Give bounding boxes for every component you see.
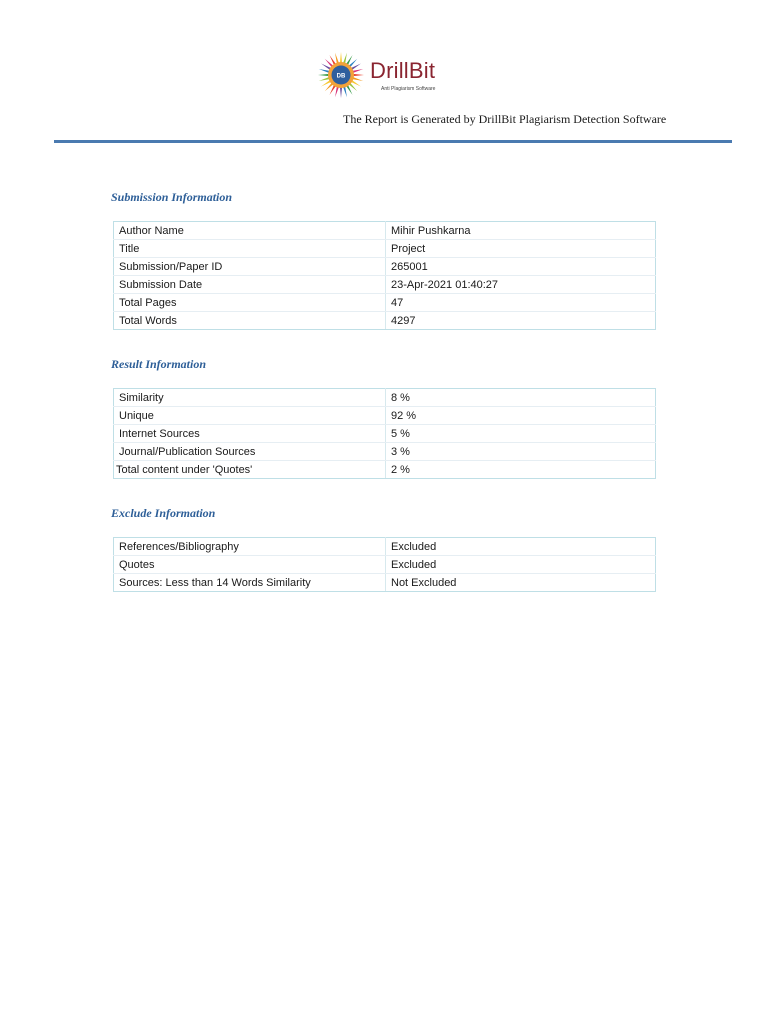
row-value: 92 %	[386, 407, 656, 425]
logo-ray	[340, 52, 342, 63]
drillbit-logo	[317, 46, 457, 106]
row-value: Excluded	[386, 538, 656, 556]
logo-ray	[335, 86, 339, 97]
result-info-title: Result Information	[111, 357, 207, 371]
row-value: 5 %	[386, 425, 656, 443]
report-generated-note: The Report is Generated by DrillBit Plagiarism Detection Software	[343, 112, 667, 126]
table-row	[114, 294, 656, 312]
row-label: Similarity	[114, 389, 386, 407]
row-value: 4297	[386, 312, 656, 330]
table-row	[114, 538, 656, 556]
logo-ray	[343, 86, 347, 97]
submission-info-table	[113, 221, 656, 330]
row-label: Total Pages	[114, 294, 386, 312]
logo-ray	[343, 53, 347, 64]
row-label: Submission/Paper ID	[114, 258, 386, 276]
row-label: Internet Sources	[114, 425, 386, 443]
row-label: Journal/Publication Sources	[114, 443, 386, 461]
row-label: References/Bibliography	[114, 538, 386, 556]
table-row	[114, 556, 656, 574]
row-label: Total Words	[114, 312, 386, 330]
brand-tagline: Anti Plagiarism Software	[381, 86, 436, 92]
table-row	[114, 443, 656, 461]
row-label: Total content under 'Quotes'	[114, 461, 386, 479]
brand-name: DrillBit	[370, 58, 436, 83]
exclude-info-title: Exclude Information	[111, 506, 216, 520]
logo-ray	[340, 87, 342, 98]
row-label: Title	[114, 240, 386, 258]
row-label: Quotes	[114, 556, 386, 574]
table-row	[114, 222, 656, 240]
logo-ray	[318, 74, 329, 76]
row-value: Excluded	[386, 556, 656, 574]
submission-info-title: Submission Information	[111, 190, 233, 204]
row-value: 2 %	[386, 461, 656, 479]
row-label: Unique	[114, 407, 386, 425]
table-row	[114, 240, 656, 258]
row-label: Sources: Less than 14 Words Similarity	[114, 574, 386, 592]
logo-ray	[352, 77, 363, 81]
header-divider	[54, 140, 732, 143]
result-info-table	[113, 388, 656, 479]
row-value: 47	[386, 294, 656, 312]
logo-ray	[353, 74, 364, 76]
logo-ray	[319, 69, 330, 73]
logo-ray	[319, 77, 330, 81]
row-label: Author Name	[114, 222, 386, 240]
row-value: Not Excluded	[386, 574, 656, 592]
logo-initials: DB	[336, 73, 346, 80]
table-row	[114, 407, 656, 425]
table-row	[114, 276, 656, 294]
row-label: Submission Date	[114, 276, 386, 294]
row-value: Project	[386, 240, 656, 258]
row-value: 23-Apr-2021 01:40:27	[386, 276, 656, 294]
row-value: Mihir Pushkarna	[386, 222, 656, 240]
table-row	[114, 461, 656, 479]
row-value: 8 %	[386, 389, 656, 407]
table-row	[114, 258, 656, 276]
logo-ray	[335, 53, 339, 64]
table-row	[114, 574, 656, 592]
table-row	[114, 389, 656, 407]
row-value: 3 %	[386, 443, 656, 461]
table-row	[114, 312, 656, 330]
row-value: 265001	[386, 258, 656, 276]
drillbit-sunburst-icon	[317, 46, 367, 104]
table-row	[114, 425, 656, 443]
exclude-info-table	[113, 537, 656, 592]
logo-ray	[352, 69, 363, 73]
